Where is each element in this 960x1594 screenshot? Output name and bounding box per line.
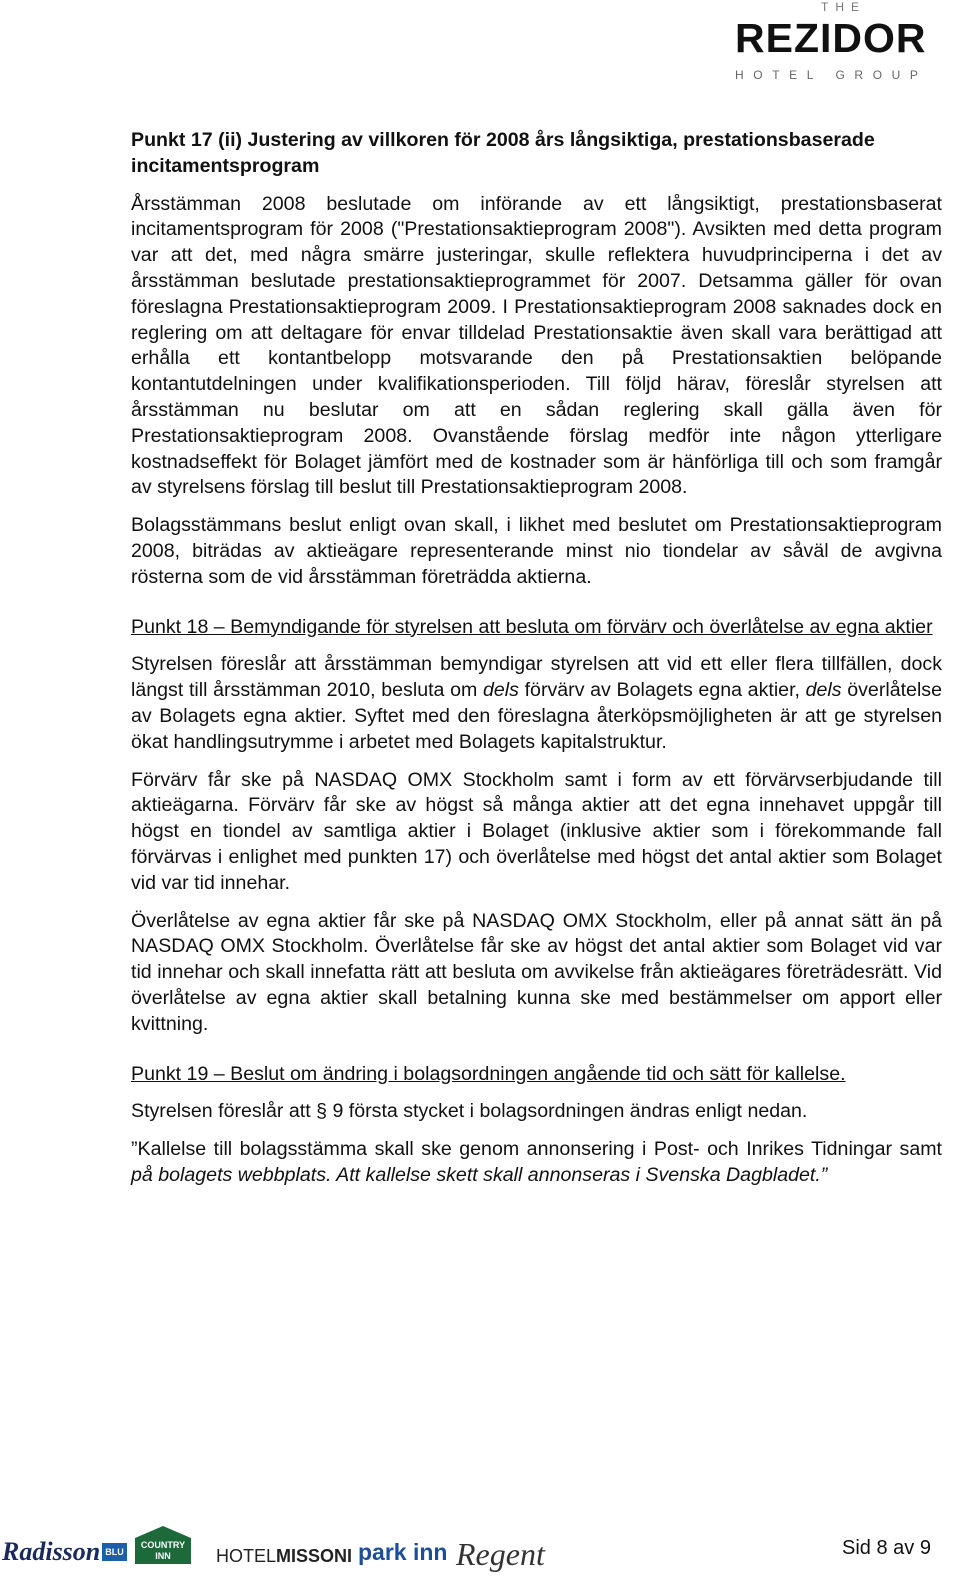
s18-p1-dels-2: dels xyxy=(805,679,842,702)
missoni-hotel-text: HOTEL xyxy=(216,1545,277,1566)
country-inn-logo xyxy=(134,1522,192,1568)
hotel-missoni-logo xyxy=(216,1532,352,1580)
rezidor-logo xyxy=(735,0,941,90)
section-19-paragraph-1: Styrelsen föreslår att § 9 första stycket i bolagsordningen ändras enligt nedan. xyxy=(131,1100,808,1123)
brand-logos-footer xyxy=(0,1520,960,1570)
regent-logo: Regent xyxy=(456,1535,545,1572)
s18-p1-dels-1: dels xyxy=(483,679,519,702)
country-inn-box xyxy=(135,1538,191,1564)
s18-p1-part-e: överlåtelse av Bolagets egna aktier. Syftet med den föreslagna återköpsmöjligheten är att ge styrelsen ökat handlingsutrymme i arbetet med Bolagets kapitalstruktur. xyxy=(131,679,942,753)
inn-text: INN xyxy=(155,1551,171,1561)
radisson-blu-logo xyxy=(2,1528,127,1576)
s19-quote-part-b: på bolagets webbplats. Att kallelse skett skall annonseras i Svenska Dagbladet.” xyxy=(131,1163,828,1186)
section-18-paragraph-1 xyxy=(131,652,942,755)
document-body xyxy=(131,128,942,1201)
radisson-wordmark: Radisson xyxy=(2,1537,101,1566)
section-17-paragraph-1: Årsstämman 2008 beslutade om införande av ett långsiktigt, prestationsbaserat incitamentsprogram för 2008 ("Prestationsaktieprogram 2008"). Avsikten med detta program var att det, med några smärre justeringar, skulle reflektera huvudprinciperna i det av årsstämman beslutade prestationsaktieprogrammet för 2007. Detsamma gäller för ovan föreslagna Prestationsaktieprogram 2009. I Prestationsaktieprogram 2008 saknades dock en reglering om att deltagare för envar tilldelad Prestationsaktie även skall vara berättigad att erhålla ett kontantbelopp motsvarande den på Prestationsaktien belöpande kontantutdelningen under kvalifikationsperioden. Till följd härav, föreslår styrelsen att årsstämman nu beslutar om att en sådan reglering skall gälla även för Prestationsaktieprogram 2008. Ovanstående förslag medför inte någon ytterligare kostnadseffekt för Bolaget jämfört med de kostnader som är hänförliga till och som framgår av styrelsens förslag till beslut till Prestationsaktieprogram 2008. xyxy=(131,192,942,499)
s18-p1-part-c: förvärv av Bolagets egna aktier, xyxy=(518,679,806,702)
section-17-title: Punkt 17 (ii) Justering av villkoren för 2008 års långsiktiga, prestationsbaserade incitamentsprogram xyxy=(131,129,875,177)
s18-p1-part-a: Styrelsen föreslår att årsstämman bemyndigar styrelsen att vid ett eller flera tillfällen, dock längst till årsstämman 2010, besluta om xyxy=(131,653,942,702)
house-roof-icon xyxy=(135,1526,191,1538)
section-19-title: Punkt 19 – Beslut om ändring i bolagsordningen angående tid och sätt för kallelse. xyxy=(131,1062,846,1085)
missoni-name-text: MISSONI xyxy=(276,1545,353,1566)
park-inn-logo: park inn xyxy=(358,1538,448,1565)
country-text: COUNTRY xyxy=(140,1540,186,1550)
logo-subtitle: HOTEL GROUP xyxy=(735,68,928,82)
section-17-paragraph-2: Bolagsstämmans beslut enligt ovan skall, i likhet med beslutet om Prestationsaktieprogram 2008, biträdas av aktieägare representerande minst nio tiondelar av såväl de avgivna rösterna som de vid årsstämman företrädda aktierna. xyxy=(131,514,942,588)
section-18-paragraph-2: Förvärv får ske på NASDAQ OMX Stockholm samt i form av ett förvärvserbjudande till aktieägarna. Förvärv får ske av högst så många aktier att det egna innehavet uppgår till högst en tiondel av samtliga aktier i Bolaget (inklusive aktier som i förekommande fall förvärvas i enlighet med punkten 17) och överlåtelse med högst det antal aktier som Bolaget vid var tid innehar. xyxy=(131,768,942,894)
s19-quote-part-a: ”Kallelse till bolagsstämma skall ske genom annonsering i Post- och Inrikes Tidningar samt xyxy=(131,1138,942,1161)
page-number: Sid 8 av 9 xyxy=(842,1537,931,1559)
blu-badge: BLU xyxy=(102,1543,127,1561)
logo-the-text: THE xyxy=(821,0,866,14)
section-18-paragraph-3: Överlåtelse av egna aktier får ske på NASDAQ OMX Stockholm, eller på annat sätt än på NASDAQ OMX Stockholm. Överlåtelse får ske av högst det antal aktier som Bolaget vid var tid innehar och skall innefatta rätt att besluta om avvikelse från aktieägares företrädesrätt. Vid överlåtelse av egna aktier skall betalning kunna ske med bestämmelser om apport eller kvittning. xyxy=(131,909,942,1035)
section-19-quote xyxy=(131,1137,942,1189)
section-18-title: Punkt 18 – Bemyndigande för styrelsen att besluta om förvärv och överlåtelse av egna aktier xyxy=(131,615,933,638)
logo-wordmark: REZIDOR xyxy=(735,15,927,61)
